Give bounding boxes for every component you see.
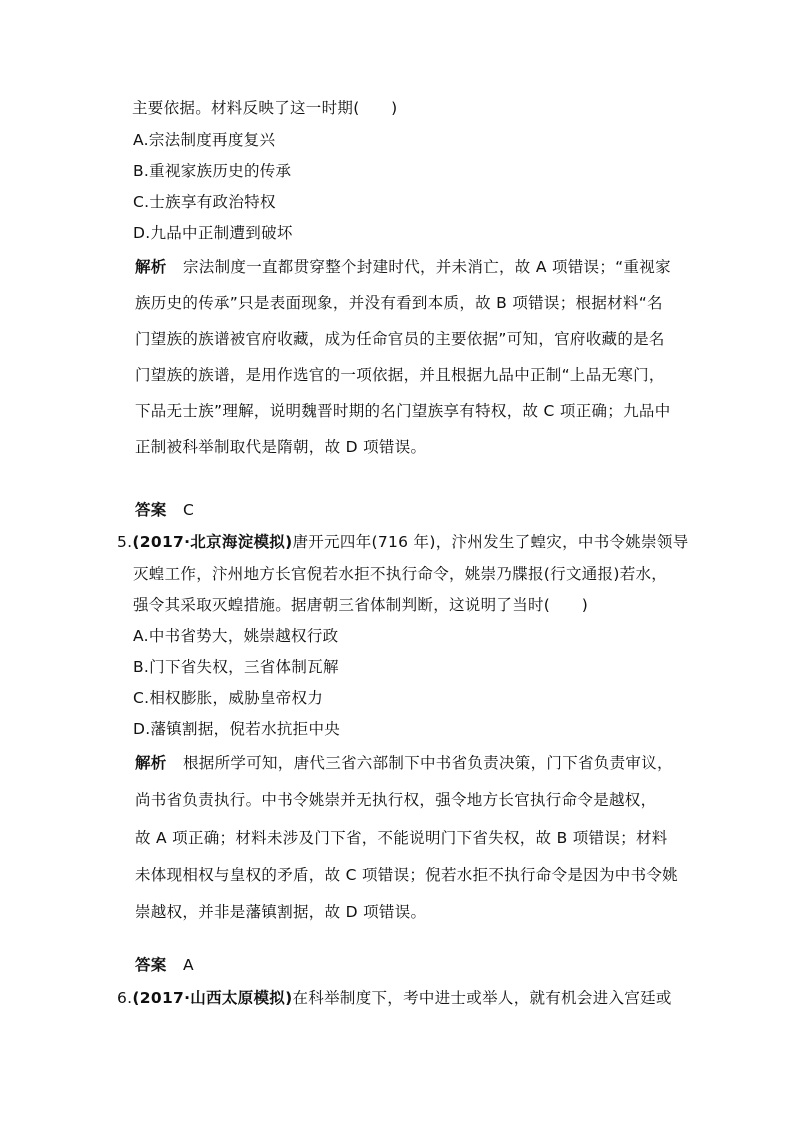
q4-analysis-label: 解析 (135, 258, 167, 276)
q5-answer: A (183, 956, 194, 974)
q5-stem (117, 532, 689, 552)
q5-stem-line: 强令其采取灭蝗措施。据唐朝三省体制判断，这说明了当时( ) (133, 596, 589, 614)
q5-source: (2017·北京海淀模拟) (132, 533, 293, 551)
q6-source: (2017·山西太原模拟) (132, 989, 293, 1007)
q5-stem-line: 唐开元四年(716 年)，汴州发生了蝗灾，中书令姚崇领导 (292, 533, 689, 551)
q5-analysis-line: 根据所学可知，唐代三省六部制下中书省负责决策，门下省负责审议， (183, 754, 673, 772)
q5-analysis-line: 故 A 项正确；材料未涉及门下省，不能说明门下省失权，故 B 项错误；材料 (135, 829, 668, 847)
q4-option-d: D.九品中正制遭到破坏 (133, 224, 293, 242)
q4-analysis-line: 门望族的族谱，是用作选官的一项依据，并且根据九品中正制“上品无寒门， (135, 366, 665, 384)
q5-option-b: B.门下省失权，三省体制瓦解 (133, 658, 339, 676)
q5-option-a: A.中书省势大，姚崇越权行政 (133, 627, 339, 645)
q4-answer-label: 答案 (135, 501, 167, 519)
q5-analysis-line: 崇越权，并非是藩镇割据，故 D 项错误。 (135, 903, 427, 921)
q5-stem-line: 灭蝗工作，汴州地方长官倪若水拒不执行命令，姚崇乃牒报(行文通报)若水， (133, 565, 668, 583)
q4-analysis-line: 门望族的族谱被官府收藏，成为任命官员的主要依据”可知，官府收藏的是名 (135, 330, 665, 348)
q4-option-b: B.重视家族历史的传承 (133, 162, 292, 180)
q5-analysis-line: 尚书省负责执行。中书令姚崇并无执行权，强令地方长官执行命令是越权， (135, 791, 657, 809)
q4-analysis-line: 下品无士族”理解，说明魏晋时期的名门望族享有特权，故 C 项正确；九品中 (135, 402, 671, 420)
q4-analysis-line: 族历史的传承”只是表面现象，并没有看到本质，故 B 项错误；根据材料“名 (135, 294, 663, 312)
q5-number: 5. (117, 533, 133, 551)
q5-option-d: D.藩镇割据，倪若水抗拒中央 (133, 720, 341, 738)
q6-stem (117, 988, 672, 1008)
q4-analysis-line: 正制被科举制取代是隋朝，故 D 项错误。 (135, 438, 427, 456)
q4-stem-tail: 主要依据。材料反映了这一时期( ) (132, 99, 398, 117)
q5-option-c: C.相权膨胀，威胁皇帝权力 (133, 689, 324, 707)
q5-analysis-line: 未体现相权与皇权的矛盾，故 C 项错误；倪若水拒不执行命令是因为中书令姚 (135, 866, 678, 884)
q4-answer: C (183, 501, 195, 519)
q4-option-a: A.宗法制度再度复兴 (133, 131, 276, 149)
q4-analysis-line: 宗法制度一直都贯穿整个封建时代，并未消亡，故 A 项错误；“重视家 (183, 258, 671, 276)
q5-answer-label: 答案 (135, 956, 167, 974)
q6-stem-line: 在科举制度下，考中进士或举人，就有机会进入宫廷或 (292, 989, 672, 1007)
q6-number: 6. (117, 989, 133, 1007)
q5-analysis-label: 解析 (135, 754, 167, 772)
q4-option-c: C.士族享有政治特权 (133, 193, 276, 211)
